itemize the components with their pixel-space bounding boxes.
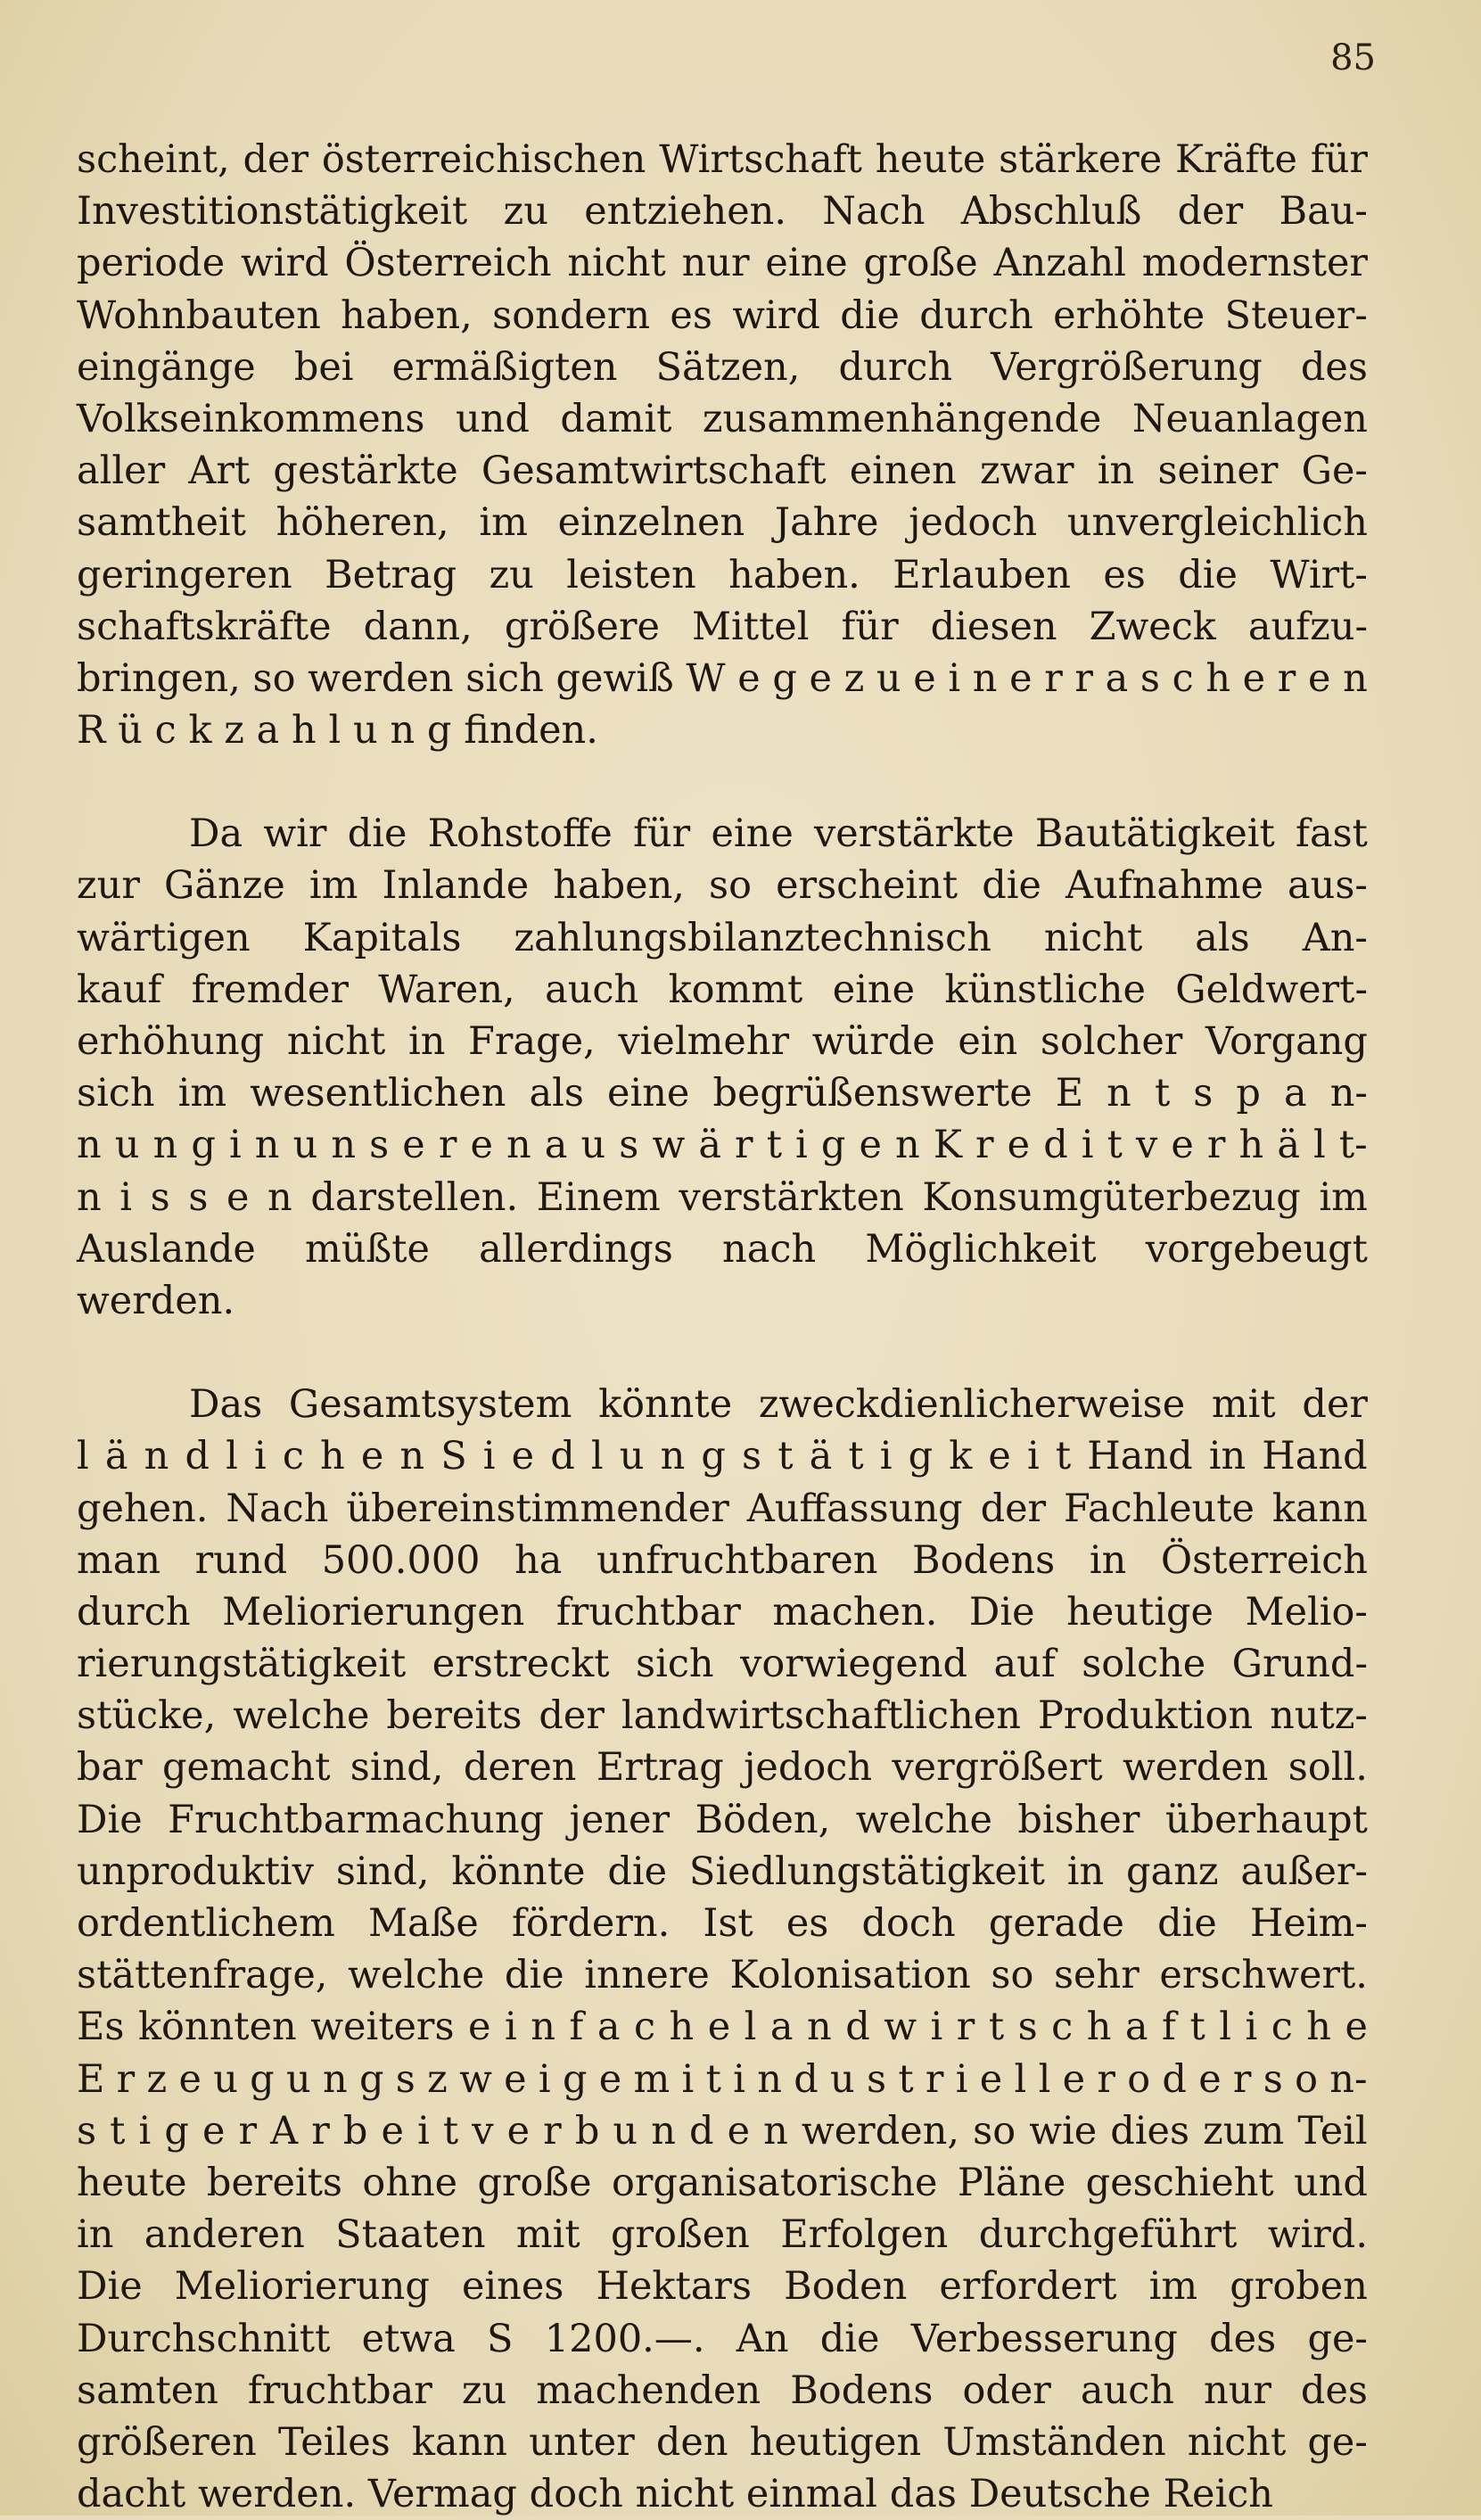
text-line: kauf fremder Waren, auch kommt eine künstliche Geldwert- [77, 967, 1368, 1012]
text-line: R ü c k z a h l u n g finden. [77, 708, 598, 754]
paragraph [77, 1379, 1368, 2520]
text-line: in anderen Staaten mit großen Erfolgen durchgeführt wird. [77, 2212, 1368, 2258]
text-line: Das Gesamtsystem könnte zweckdienlicherweise mit der [189, 1382, 1368, 1428]
text-line: Da wir die Rohstoffe für eine verstärkte Bautätigkeit fast [189, 811, 1368, 857]
paragraph [77, 134, 1368, 756]
text-line: erhöhung nicht in Frage, vielmehr würde ein solcher Vorgang [77, 1019, 1368, 1064]
text-line: Investitionstätigkeit zu entziehen. Nach Abschluß der Bau- [77, 189, 1368, 235]
page-number: 85 [1330, 37, 1376, 78]
text-line: samtheit höheren, im einzelnen Jahre jedoch unvergleichlich [77, 500, 1368, 546]
body-text [77, 134, 1368, 2520]
text-line: zur Gänze im Inlande haben, so erscheint die Aufnahme aus- [77, 863, 1368, 909]
text-line: stättenfrage, welche die innere Kolonisation so sehr erschwert. [77, 1953, 1368, 1998]
text-line: stücke, welche bereits der landwirtschaftlichen Produktion nutz- [77, 1693, 1368, 1739]
text-line: Die Fruchtbarmachung jener Böden, welche bisher überhaupt [77, 1797, 1368, 1842]
text-line: gehen. Nach übereinstimmender Auffassung der Fachleute kann [77, 1486, 1368, 1531]
text-line: Die Meliorierung eines Hektars Boden erfordert im groben [77, 2264, 1368, 2310]
text-line: n i s s e n darstellen. Einem verstärkten Konsumgüterbezug im [77, 1174, 1368, 1220]
text-line: geringeren Betrag zu leisten haben. Erlauben es die Wirt- [77, 552, 1368, 597]
text-line: dacht werden. Vermag doch nicht einmal das Deutsche Reich [77, 2472, 1273, 2517]
text-line: unproduktiv sind, könnte die Siedlungstätigkeit in ganz außer- [77, 1849, 1368, 1894]
text-line: Durchschnitt etwa S 1200.—. An die Verbesserung des ge- [77, 2316, 1368, 2361]
text-line: Volkseinkommens und damit zusammenhängende Neuanlagen [77, 396, 1368, 441]
text-line: l ä n d l i c h e n S i e d l u n g s t ä t i g k e i t Hand in Hand [77, 1434, 1368, 1479]
text-line: schaftskräfte dann, größere Mittel für diesen Zweck aufzu- [77, 604, 1368, 649]
paragraph [77, 808, 1368, 1327]
text-line: Es könnten weiters e i n f a c h e l a n d w i r t s c h a f t l i c h e [77, 2005, 1368, 2050]
text-line: man rund 500.000 ha unfruchtbaren Bodens in Österreich [77, 1537, 1368, 1583]
text-line: bar gemacht sind, deren Ertrag jedoch vergrößert werden soll. [77, 1745, 1368, 1791]
text-line: Auslande müßte allerdings nach Möglichkeit vorgebeugt [77, 1226, 1368, 1272]
text-line: werden. [77, 1278, 235, 1323]
text-line: rierungstätigkeit erstreckt sich vorwiegend auf solche Grund- [77, 1642, 1368, 1687]
text-line: s t i g e r A r b e i t v e r b u n d e n werden, so wie dies zum Teil [77, 2108, 1368, 2154]
text-line: ordentlichem Maße fördern. Ist es doch gerade die Heim- [77, 1901, 1368, 1946]
text-line: E r z e u g u n g s z w e i g e m i t i n d u s t r i e l l e r o d e r s o n- [77, 2056, 1368, 2102]
text-line: größeren Teiles kann unter den heutigen Umständen nicht ge- [77, 2419, 1368, 2465]
text-line: eingänge bei ermäßigten Sätzen, durch Vergrößerung des [77, 344, 1368, 390]
text-line: Wohnbauten haben, sondern es wird die durch erhöhte Steuer- [77, 292, 1368, 338]
text-line: scheint, der österreichischen Wirtschaft heute stärkere Kräfte für [77, 137, 1368, 182]
text-line: durch Meliorierungen fruchtbar machen. Die heutige Melio- [77, 1589, 1368, 1635]
text-line: wärtigen Kapitals zahlungsbilanztechnisch nicht als An- [77, 915, 1368, 960]
text-line: periode wird Österreich nicht nur eine große Anzahl modernster [77, 241, 1368, 286]
text-line: bringen, so werden sich gewiß W e g e z u e i n e r r a s c h e r e n [77, 655, 1368, 701]
text-line: samten fruchtbar zu machenden Bodens oder auch nur des [77, 2368, 1368, 2413]
text-line: aller Art gestärkte Gesamtwirtschaft einen zwar in seiner Ge- [77, 449, 1368, 494]
text-line: heute bereits ohne große organisatorische Pläne geschieht und [77, 2160, 1368, 2205]
text-line: n u n g i n u n s e r e n a u s w ä r t i g e n K r e d i t v e r h ä l t- [77, 1123, 1368, 1168]
text-line: sich im wesentlichen als eine begrüßenswerte E n t s p a n- [77, 1071, 1368, 1116]
